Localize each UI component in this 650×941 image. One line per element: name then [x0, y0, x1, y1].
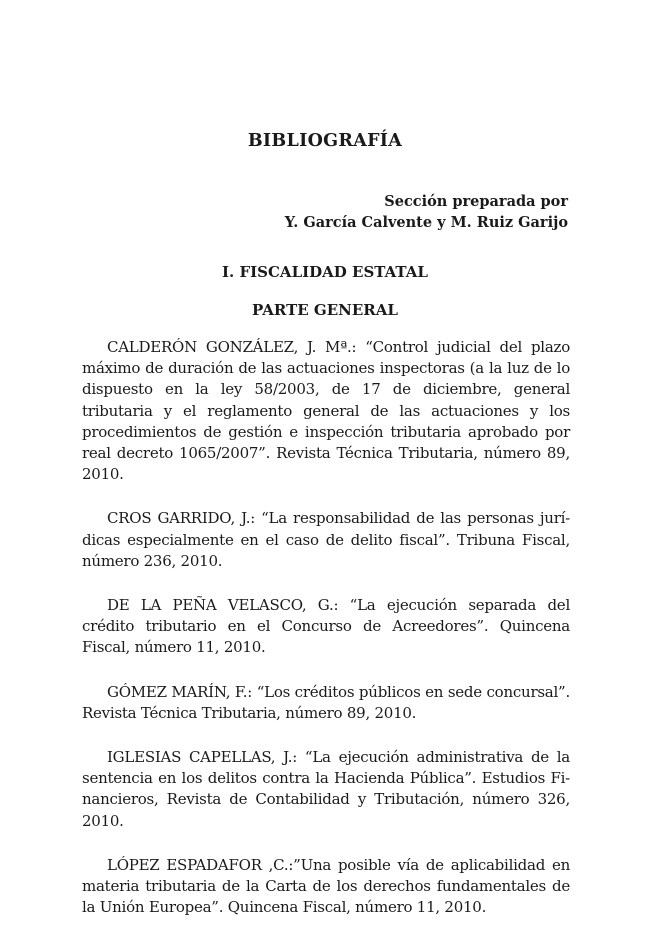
- entry-text: “Los créditos públicos en sede concursal”. Revista Técnica Tributaria, número 89, 2010.: [82, 682, 570, 722]
- entry-author: DE LA PEÑA VELASCO, G.:: [107, 596, 339, 615]
- credits-authors: Y. García Calvente y M. Ruiz Garijo: [284, 214, 568, 231]
- entry-text: “La responsabilidad de las personas jurí-dicas especialmente en el caso de delito fiscal”. Tribuna Fiscal, número 236, 2010.: [82, 509, 570, 570]
- bibliography-list: [82, 337, 570, 941]
- entry-text: “Control judicial del plazo máximo de duración de las actuaciones inspectoras (a la luz de lo dispuesto en la ley 58/2003, de 17 de diciembre, general tributaria y el reglamento general de las actuaciones y los procedimientos de gestión e inspección tributaria aprobado por real decreto 1065/2007”. Revista Técnica Tributaria, número 89, 2010.: [82, 338, 570, 484]
- entry-author: LÓPEZ ESPADAFOR ,C.:: [107, 855, 294, 874]
- section-subheading: PARTE GENERAL: [252, 301, 398, 319]
- bibliography-entry: [82, 508, 570, 572]
- bibliography-entry: [82, 595, 570, 659]
- credits-prepared-by: Sección preparada por: [384, 193, 568, 210]
- entry-author: GÓMEZ MARÍN, F.:: [107, 682, 253, 701]
- section-heading: I. FISCALIDAD ESTATAL: [222, 263, 428, 281]
- entry-text: ”Una posible vía de aplicabilidad en materia tributaria de la Carta de los derechos fundamentales de la Unión Europea”. Quincena Fiscal, número 11, 2010.: [82, 855, 570, 917]
- bibliography-entry: [82, 337, 570, 485]
- entry-author: CROS GARRIDO, J.:: [107, 509, 256, 528]
- bibliography-entry: [82, 747, 570, 832]
- entry-text: “La ejecución separada del crédito tributario en el Concurso de Acreedores”. Quincena Fiscal, número 11, 2010.: [82, 596, 570, 657]
- entry-author: CALDERÓN GONZÁLEZ, J. Mª.:: [107, 338, 357, 356]
- entry-text: “La ejecución administrativa de la sentencia en los delitos contra la Hacienda Pública”. Estudios Fi-nancieros, Revista de Contabilidad y Tributación, número 326, 2010.: [82, 748, 570, 830]
- bibliography-entry: [82, 682, 570, 724]
- bibliography-entry: [82, 855, 570, 919]
- page-title: BIBLIOGRAFÍA: [247, 131, 403, 151]
- entry-author: IGLESIAS CAPELLAS, J.:: [107, 748, 298, 767]
- section-credits: [285, 191, 568, 233]
